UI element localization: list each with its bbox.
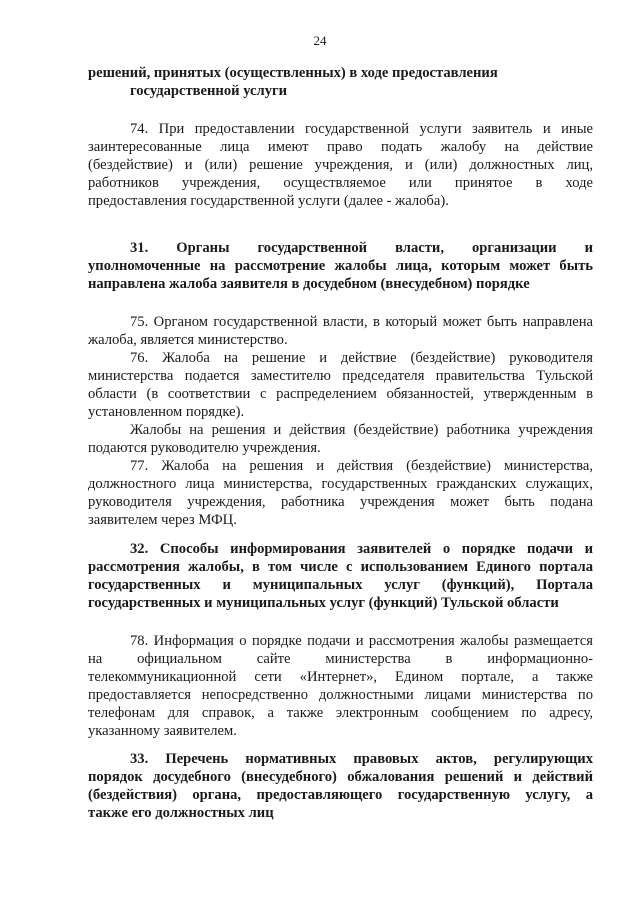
text-line: на официальном сайте министерства в информационно- — [88, 651, 593, 667]
text-line: также его должностных лиц — [88, 805, 274, 821]
text-line: должностного лица министерства, государственных гражданских служащих, — [88, 476, 593, 492]
text-line: заинтересованные лица имеют право подать жалобу на действие — [88, 139, 593, 155]
text-line: указанному заявителем. — [88, 723, 237, 739]
text-line: министерства подается заместителю председателя правительства Тульской — [88, 368, 593, 384]
text-line: жалоба, является министерство. — [88, 332, 288, 348]
text-line: порядок досудебного (внесудебного) обжалования решений и действий — [88, 769, 593, 785]
text-line: государственных и муниципальных услуг (функций), Портала — [88, 577, 593, 593]
text-line: установленном порядке). — [88, 404, 245, 420]
text-line: государственной услуги — [130, 83, 288, 99]
text-line: 32. Способы информирования заявителей о порядке подачи и — [130, 541, 593, 557]
text-line: (бездействия) органа, предоставляющего государственную услугу, а — [88, 787, 593, 803]
text-line: 74. При предоставлении государственной услуги заявитель и иные — [130, 121, 593, 137]
text-line: (бездействие) и (или) решение учреждения, и (или) должностных лиц, — [88, 157, 593, 173]
text-line: 77. Жалоба на решения и действия (бездействие) министерства, — [130, 458, 593, 474]
text-line: государственных и муниципальных услуг (функций) Тульской области — [88, 595, 559, 611]
text-line: направлена жалоба заявителя в досудебном (внесудебном) порядке — [88, 276, 530, 292]
text-line: решений, принятых (осуществленных) в ходе предоставления — [88, 65, 498, 81]
text-line: руководителя учреждения, работника учреждения может быть подана — [88, 494, 593, 510]
text-line: 33. Перечень нормативных правовых актов, регулирующих — [130, 751, 593, 767]
text-line: 76. Жалоба на решение и действие (бездействие) руководителя — [130, 350, 593, 366]
text-line: заявителем через МФЦ. — [88, 512, 237, 528]
text-line: 31. Органы государственной власти, организации и — [130, 240, 593, 256]
text-line: телекоммуникационной сети «Интернет», Едином портале, а также — [88, 669, 593, 685]
text-line: 78. Информация о порядке подачи и рассмотрения жалобы размещается — [130, 633, 593, 649]
text-line: предоставляется непосредственно должностными лицами министерства по — [88, 687, 593, 703]
text-line: телефонам для справок, а также электронным сообщением по адресу, — [88, 705, 593, 721]
text-line: подаются руководителю учреждения. — [88, 440, 321, 456]
text-line: предоставления государственной услуги (далее - жалоба). — [88, 193, 449, 209]
text-line: рассмотрения жалобы, в том числе с использованием Единого портала — [88, 559, 593, 575]
text-line: работников учреждения, осуществляемое или принятое в ходе — [88, 175, 593, 191]
text-line: 75. Органом государственной власти, в который может быть направлена — [130, 314, 593, 330]
text-line: области (в соответствии с распределением обязанностей, утвержденным в — [88, 386, 593, 402]
text-line: Жалобы на решения и действия (бездействие) работника учреждения — [130, 422, 593, 438]
text-line: уполномоченные на рассмотрение жалобы лица, которым может быть — [88, 258, 593, 274]
page-number: 24 — [313, 33, 327, 48]
